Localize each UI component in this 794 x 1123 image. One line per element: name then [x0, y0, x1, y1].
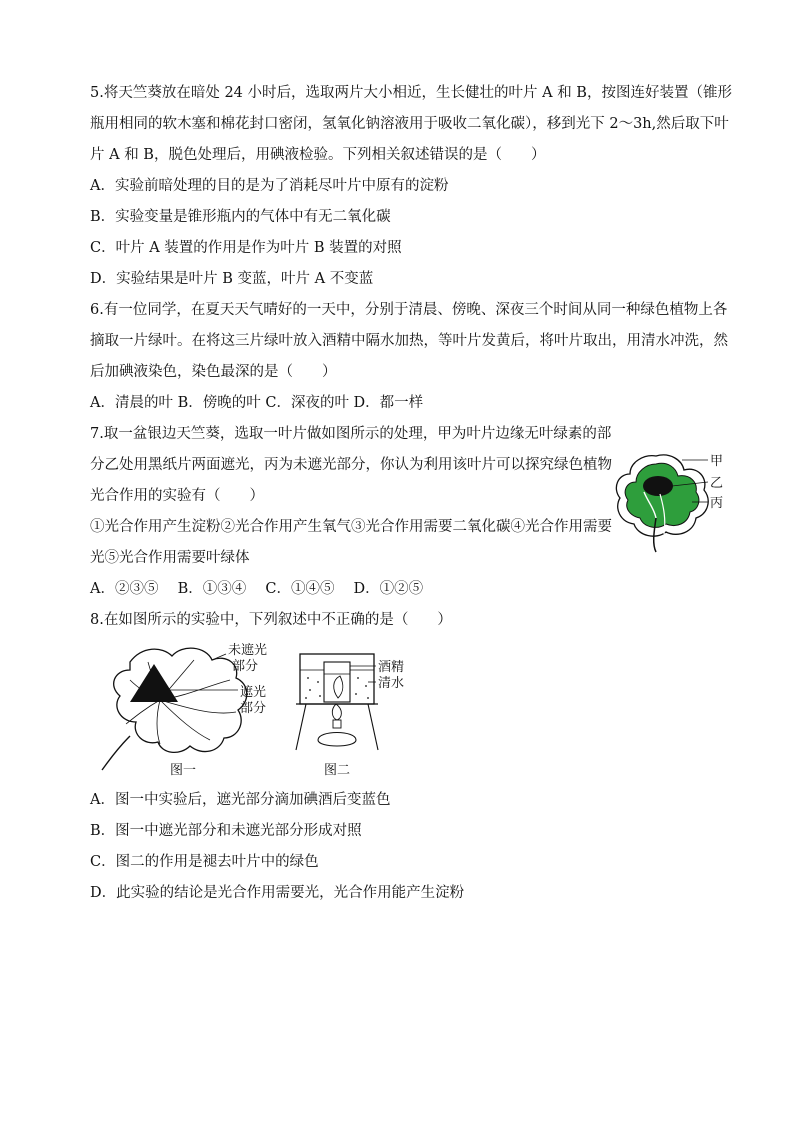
q8-stem-line1: 8.在如图所示的实验中，下列叙述中不正确的是（ ） [90, 612, 452, 628]
q5-stem-line2: 瓶用相同的软木塞和棉花封口密闭，氢氧化钠溶液用于吸收二氧化碳），移到光下 2～3h,然后取下叶 [90, 116, 729, 132]
q8-option-a: A．图一中实验后，遮光部分滴加碘酒后变蓝色 [90, 792, 391, 808]
q6-stem-line1: 6.有一位同学，在夏天天气晴好的一天中，分别于清晨、傍晚、深夜三个时间从同一种绿色植物上各 [90, 302, 728, 318]
q5-option-c: C．叶片 A 装置的作用是作为叶片 B 装置的对照 [90, 240, 402, 256]
q5-option-b: B．实验变量是锥形瓶内的气体中有无二氧化碳 [90, 209, 391, 225]
alcohol-lamp [318, 733, 356, 747]
q7-leaf-figure [608, 448, 728, 556]
figure-two-caption: 图二 [324, 763, 351, 778]
label-jia: 甲 [710, 454, 724, 469]
label-shaded-2: 部分 [240, 701, 267, 716]
lamp-neck [333, 720, 341, 728]
leaf-black-paper [643, 476, 673, 496]
q7-options: A．②③⑤ B．①③④ C．①④⑤ D．①②⑤ [90, 581, 424, 597]
flame [332, 704, 341, 720]
label-bing: 丙 [710, 496, 724, 511]
label-shaded-1: 遮光 [240, 685, 267, 700]
label-unshaded-2: 部分 [232, 659, 259, 674]
label-yi: 乙 [710, 476, 724, 491]
label-alcohol: 酒精 [378, 660, 405, 675]
q7-stem-line3: 光合作用的实验有（ ） [90, 488, 264, 504]
label-water: 清水 [378, 676, 405, 691]
q5-option-a: A．实验前暗处理的目的是为了消耗尽叶片中原有的淀粉 [90, 178, 449, 194]
q7-stem-line5: 光⑤光合作用需要叶绿体 [90, 550, 250, 566]
q6-stem-line3: 后加碘液染色，染色最深的是（ ） [90, 364, 337, 380]
q8-option-c: C．图二的作用是褪去叶片中的绿色 [90, 854, 319, 870]
q8-figure-two [288, 640, 418, 780]
q5-option-d: D．实验结果是叶片 B 变蓝，叶片 A 不变蓝 [90, 271, 374, 287]
figure-one-caption: 图一 [170, 763, 197, 778]
label-unshaded-1: 未遮光 [228, 643, 268, 658]
q7-stem-line4: ①光合作用产生淀粉②光合作用产生氧气③光合作用需要二氧化碳④光合作用需要 [90, 519, 612, 535]
q8-option-d: D．此实验的结论是光合作用需要光，光合作用能产生淀粉 [90, 885, 465, 901]
leaf-stem [102, 736, 130, 770]
q5-stem-line3: 片 A 和 B，脱色处理后，用碘液检验。下列相关叙述错误的是（ ） [90, 147, 546, 163]
tripod-leg [368, 704, 378, 750]
tripod-leg [296, 704, 306, 750]
q6-options: A．清晨的叶 B．傍晚的叶 C．深夜的叶 D．都一样 [90, 395, 424, 411]
q7-stem-line1: 7.取一盆银边天竺葵，选取一叶片做如图所示的处理，甲为叶片边缘无叶绿素的部 [90, 426, 612, 442]
q6-stem-line2: 摘取一片绿叶。在将这三片绿叶放入酒精中隔水加热，等叶片发黄后，将叶片取出，用清水冲洗，然 [90, 333, 728, 349]
q5-stem-line1: 5.将天竺葵放在暗处 24 小时后，选取两片大小相近，生长健壮的叶片 A 和 B，按图连好装置（锥形 [90, 85, 732, 101]
q8-option-b: B．图一中遮光部分和未遮光部分形成对照 [90, 823, 362, 839]
q7-stem-line2: 分乙处用黑纸片两面遮光，丙为未遮光部分，你认为利用该叶片可以探究绿色植物 [90, 457, 612, 473]
q8-figure-one [90, 640, 280, 780]
